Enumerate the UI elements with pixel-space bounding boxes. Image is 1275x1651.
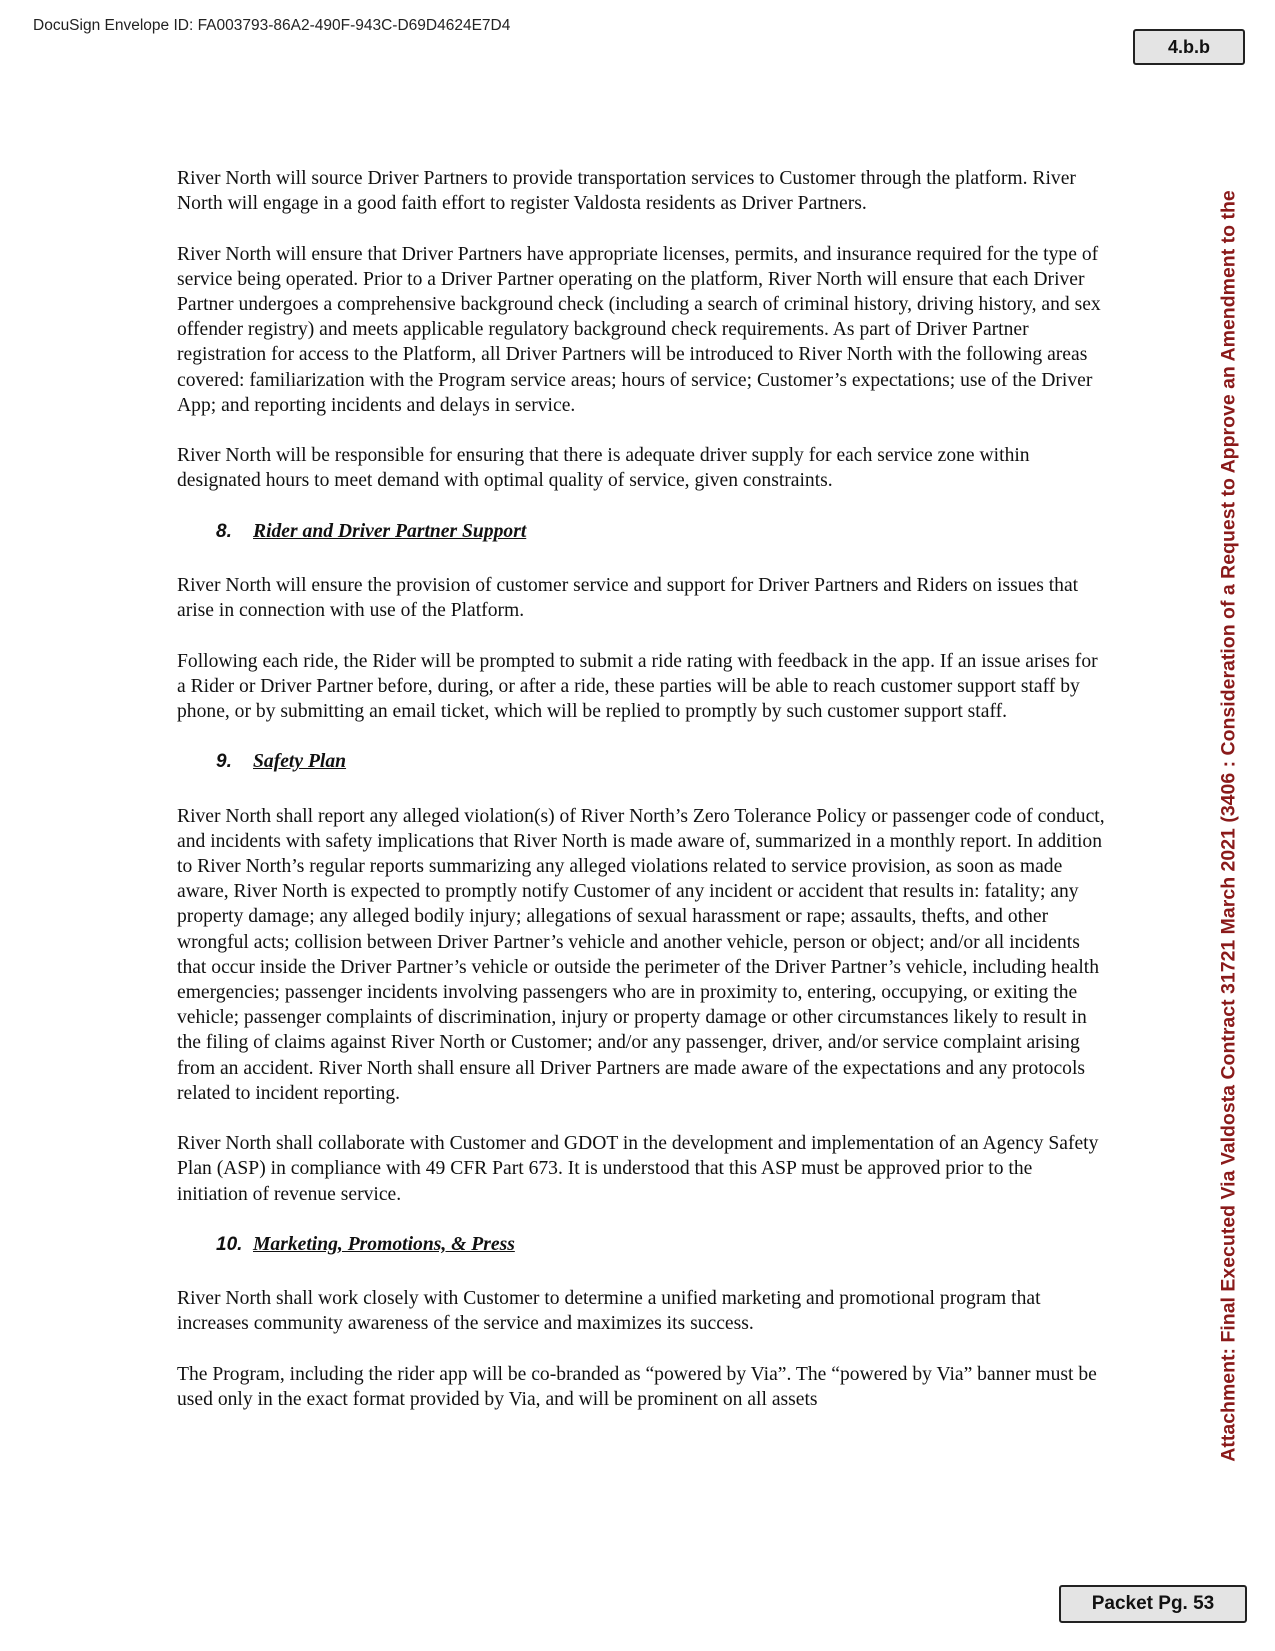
section-title: Marketing, Promotions, & Press	[253, 1234, 515, 1256]
section-title: Safety Plan	[253, 751, 347, 773]
paragraph: The Program, including the rider app will be co-branded as “powered by Via”. The “powered by Via” banner must be used only in the exact format provided by Via, and will be prominent on all assets	[177, 1363, 1097, 1411]
section-number: 10.	[216, 1234, 243, 1256]
paragraph: River North will be responsible for ensuring that there is adequate driver supply for each service zone within designated hours to meet demand with optimal quality of service, given constraints.	[177, 445, 1030, 492]
attachment-sidebar-text: Attachment: Final Executed Via Valdosta Contract 31721 March 2021 (3406 : Consideration of a Request to Approve an Amendment to the	[1217, 190, 1240, 1462]
paragraph: River North shall report any alleged violation(s) of River North’s Zero Tolerance Policy or passenger code of conduct, and incidents with safety implications that River North is made aware of, summarized in a monthly report. In addition to River North’s regular reports summarizing any alleged violations related to service provision, as soon as made aware, River North is expected to promptly notify Customer of any incident or accident that results in: fatality; any property damage; any alleged bodily injury; allegations of sexual harassment or rape; assaults, thefts, and other wrongful acts; collision between Driver Partner’s vehicle and another vehicle, person or object; and/or all incidents that occur inside the Driver Partner’s vehicle or outside the perimeter of the Driver Partner’s vehicle, including health emergencies; passenger incidents involving passengers who are in proximity to, entering, occupying, or exiting the vehicle; passenger complaints of discrimination, injury or property damage or other circumstances likely to result in the filing of claims against River North or Customer; and/or any passenger, driver, and/or service complaint arising from an accident. River North shall ensure all Driver Partners are made aware of the expectations and any protocols related to incident reporting.	[177, 805, 1105, 1104]
document-body	[177, 166, 1107, 1437]
paragraph: River North will source Driver Partners to provide transportation services to Customer through the platform. River North will engage in a good faith effort to register Valdosta residents as Driver Partners.	[177, 168, 1076, 215]
agenda-tag-badge: 4.b.b	[1133, 29, 1245, 65]
paragraph: River North shall collaborate with Customer and GDOT in the development and implementation of an Agency Safety Plan (ASP) in compliance with 49 CFR Part 673. It is understood that this ASP must be approved prior to the initiation of revenue service.	[177, 1133, 1099, 1205]
paragraph: River North shall work closely with Customer to determine a unified marketing and promotional program that increases community awareness of the service and maximizes its success.	[177, 1288, 1041, 1335]
paragraph: River North will ensure the provision of customer service and support for Driver Partners and Riders on issues that arise in connection with use of the Platform.	[177, 575, 1079, 622]
envelope-id: DocuSign Envelope ID: FA003793-86A2-490F-943C-D69D4624E7D4	[33, 17, 511, 34]
section-heading-8	[216, 519, 1107, 544]
packet-page-badge: Packet Pg. 53	[1059, 1585, 1247, 1623]
section-number: 9.	[216, 751, 232, 773]
section-title: Rider and Driver Partner Support	[253, 520, 527, 542]
paragraph: Following each ride, the Rider will be prompted to submit a ride rating with feedback in the app. If an issue arises for a Rider or Driver Partner before, during, or after a ride, these parties will be able to reach customer support staff by phone, or by submitting an email ticket, which will be replied to promptly by such customer support staff.	[177, 650, 1098, 722]
section-heading-9	[216, 749, 1107, 774]
paragraph: River North will ensure that Driver Partners have appropriate licenses, permits, and insurance required for the type of service being operated. Prior to a Driver Partner operating on the platform, River North will ensure that each Driver Partner undergoes a comprehensive background check (including a search of criminal history, driving history, and sex offender registry) and meets applicable regulatory background check requirements. As part of Driver Partner registration for access to the Platform, all Driver Partners will be introduced to River North with the following areas covered: familiarization with the Program service areas; hours of service; Customer’s expectations; use of the Driver App; and reporting incidents and delays in service.	[177, 243, 1101, 416]
section-heading-10	[216, 1232, 1107, 1257]
section-number: 8.	[216, 520, 232, 542]
